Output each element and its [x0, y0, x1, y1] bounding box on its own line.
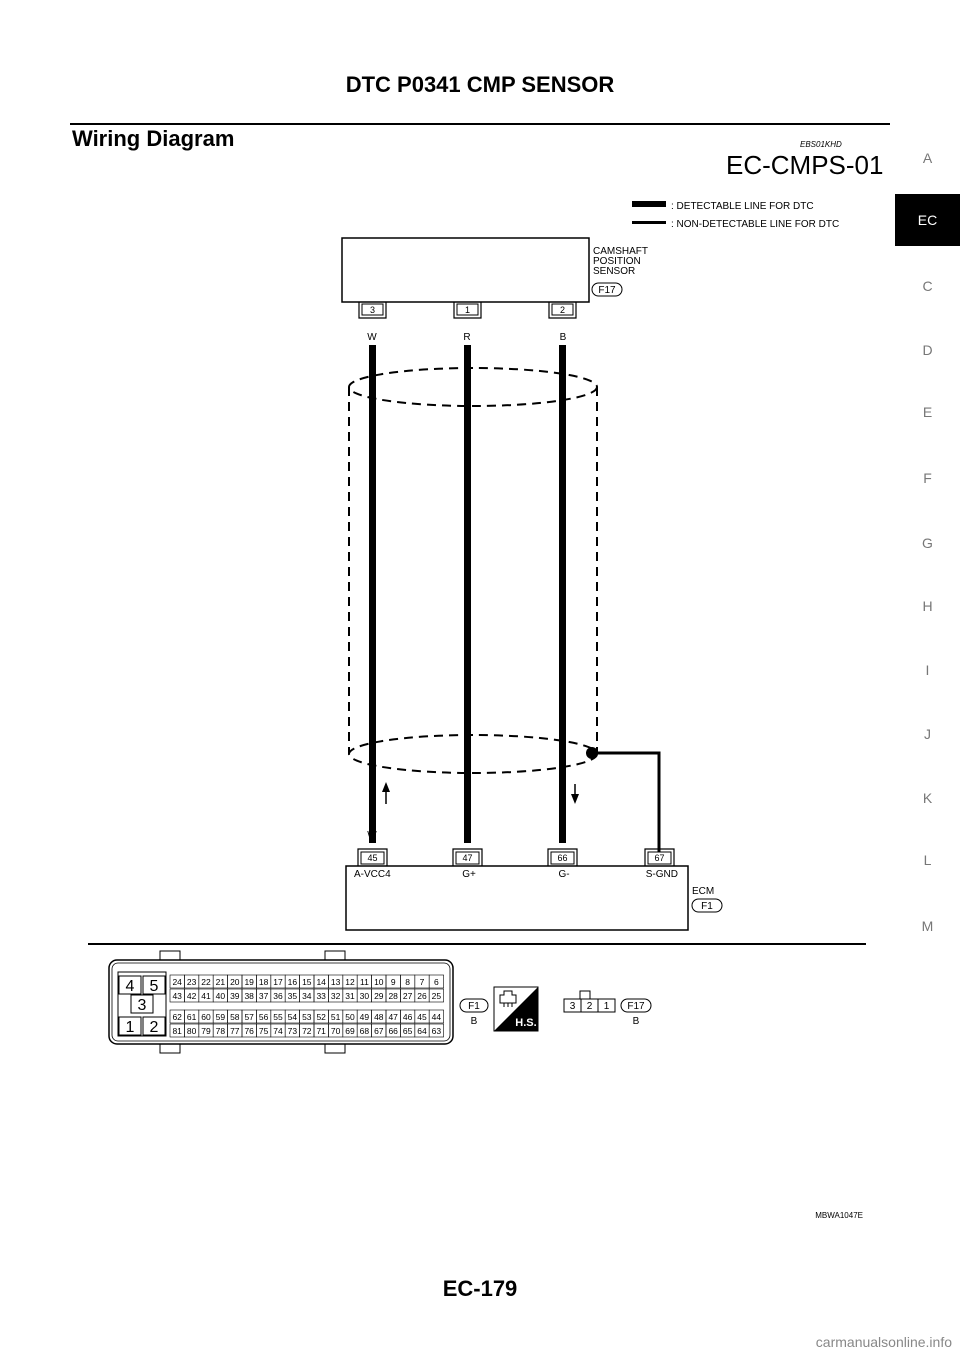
shield-ground-wire [592, 753, 659, 852]
sensor-name-line-2: POSITION [593, 256, 641, 267]
sensor-pin-1 [454, 302, 481, 318]
f1-pin-40: 40 [215, 991, 226, 1001]
ecm-box [346, 866, 688, 930]
section-heading: Wiring Diagram [72, 126, 235, 151]
f1-pin-27: 27 [402, 991, 413, 1001]
f1-power-pin-4: 4 [125, 978, 135, 995]
f1-pin-60: 60 [201, 1012, 211, 1022]
nav-item-l[interactable]: L [923, 852, 932, 868]
f1-pin-31: 31 [345, 991, 355, 1001]
ecm-pin-47-label: 47 [462, 853, 473, 863]
sensor-pin-2-label: 2 [559, 305, 566, 315]
f1-pin-68: 68 [359, 1026, 370, 1036]
f1-pin-35: 35 [287, 991, 298, 1001]
f17-view-color: B [632, 1016, 640, 1027]
ecm-wire-color-w: W [367, 830, 377, 841]
ecm-pin-label-a-vcc4: A-VCC4 [354, 869, 391, 880]
ecm-name: ECM [692, 886, 715, 897]
wire-w [369, 345, 376, 843]
f1-pin-39: 39 [230, 991, 240, 1001]
nav-item-ec[interactable]: EC [895, 194, 960, 246]
legend-detectable-label: : DETECTABLE LINE FOR DTC [671, 201, 814, 212]
nav-item-m[interactable]: M [921, 918, 934, 934]
f1-pin-10: 10 [374, 977, 384, 987]
f17-pin-2: 2 [586, 1001, 593, 1012]
f1-pin-73: 73 [287, 1026, 298, 1036]
ecm-connector-label: F1 [701, 901, 713, 912]
f1-pin-79: 79 [201, 1026, 211, 1036]
footer-watermark: carmanualsonline.info [815, 1334, 952, 1350]
ecm-pin-label-g-minus: G- [558, 869, 570, 880]
f1-pin-23: 23 [186, 977, 197, 987]
nav-item-c[interactable]: C [922, 278, 933, 294]
nav-item-f[interactable]: F [923, 470, 932, 486]
legend-nondetectable-swatch [632, 221, 666, 224]
f1-pin-36: 36 [273, 991, 283, 1001]
f1-pin-34: 34 [302, 991, 312, 1001]
nav-item-k[interactable]: K [922, 790, 933, 806]
legend-detectable-swatch [632, 201, 666, 207]
wire-b [559, 345, 566, 843]
f1-pin-13: 13 [330, 977, 341, 987]
f1-pin-70: 70 [330, 1026, 341, 1036]
nav-item-d[interactable]: D [922, 342, 933, 358]
f1-power-pin-3: 3 [137, 997, 147, 1014]
sensor-name-line-3: SENSOR [593, 266, 636, 277]
f1-pin-63: 63 [431, 1026, 442, 1036]
f1-pin-12: 12 [345, 977, 355, 987]
legend-nondetectable-label: : NON-DETECTABLE LINE FOR DTC [671, 219, 840, 230]
ecm-pin-67-label: 67 [654, 853, 665, 863]
f1-power-pin-1: 1 [125, 1019, 135, 1036]
f1-pin-42: 42 [186, 991, 197, 1001]
ecm-pin-45-label: 45 [367, 853, 378, 863]
ecm-pin-47 [453, 849, 482, 866]
nav-item-a[interactable]: A [922, 150, 933, 166]
ecm-pin-67 [645, 849, 674, 866]
f1-pin-19: 19 [244, 977, 254, 987]
f1-pin-48: 48 [374, 1012, 384, 1022]
f1-pin-76: 76 [244, 1026, 254, 1036]
ecm-pin-label-s-gnd: S-GND [645, 869, 678, 880]
f1-view-color: B [470, 1016, 478, 1027]
f1-pin-45: 45 [417, 1012, 427, 1022]
f17-pin-3: 3 [569, 1001, 576, 1012]
f1-pin-66: 66 [388, 1026, 398, 1036]
f1-pin-55: 55 [273, 1012, 283, 1022]
f1-pin-21: 21 [215, 977, 226, 987]
hs-label: H.S. [515, 1017, 537, 1029]
nav-item-h[interactable]: H [922, 598, 933, 614]
f1-pin-33: 33 [316, 991, 326, 1001]
sensor-name-line-1: CAMSHAFT [593, 246, 648, 257]
page-number: EC-179 [442, 1276, 518, 1301]
f1-pin-7: 7 [419, 977, 425, 987]
f1-pin-54: 54 [287, 1012, 298, 1022]
arrow-up-icon [382, 782, 390, 804]
f1-pin-9: 9 [390, 977, 396, 987]
f1-pin-61: 61 [186, 1012, 197, 1022]
sensor-wire-color-b: B [559, 332, 567, 343]
f1-pin-51: 51 [330, 1012, 341, 1022]
ecm-pin-label-g-plus: G+ [462, 869, 476, 880]
f1-pin-24: 24 [172, 977, 182, 987]
f1-pin-38: 38 [244, 991, 254, 1001]
f1-pin-78: 78 [215, 1026, 226, 1036]
f1-pin-15: 15 [302, 977, 312, 987]
f17-connector-view [564, 991, 615, 1012]
f1-pin-49: 49 [359, 1012, 370, 1022]
f17-pin-1: 1 [603, 1001, 610, 1012]
f1-pin-72: 72 [302, 1026, 312, 1036]
f1-pin-8: 8 [405, 977, 410, 987]
f1-pin-65: 65 [402, 1026, 413, 1036]
f1-pin-53: 53 [302, 1012, 312, 1022]
f1-power-pin-2: 2 [149, 1019, 159, 1036]
f1-pin-18: 18 [258, 977, 269, 987]
f1-pin-17: 17 [273, 977, 283, 987]
f1-power-pin-5: 5 [149, 978, 159, 995]
ecm-wire-color-b: B [559, 830, 567, 841]
f1-pin-50: 50 [345, 1012, 355, 1022]
diagram-id: EC-CMPS-01 [726, 150, 884, 180]
f1-pin-47: 47 [388, 1012, 398, 1022]
f1-pin-14: 14 [316, 977, 326, 987]
f1-pin-37: 37 [258, 991, 269, 1001]
f1-pin-25: 25 [431, 991, 442, 1001]
f1-pin-69: 69 [345, 1026, 355, 1036]
f1-pin-71: 71 [316, 1026, 326, 1036]
f1-pin-56: 56 [258, 1012, 269, 1022]
f1-pin-11: 11 [359, 977, 369, 987]
harness-side-icon [494, 987, 538, 1031]
f1-pin-28: 28 [388, 991, 398, 1001]
f1-pin-58: 58 [230, 1012, 240, 1022]
f1-pin-57: 57 [244, 1012, 254, 1022]
f1-pin-44: 44 [431, 1012, 442, 1022]
f1-pin-52: 52 [316, 1012, 326, 1022]
ecm-pin-66 [548, 849, 577, 866]
sensor-pin-1-label: 1 [464, 305, 471, 315]
f1-pin-16: 16 [287, 977, 298, 987]
sensor-wire-color-r: R [463, 332, 471, 343]
nav-item-e[interactable]: E [922, 404, 933, 420]
sensor-pin-3-label: 3 [369, 305, 376, 315]
f1-pin-67: 67 [374, 1026, 384, 1036]
sensor-pin-3 [359, 302, 386, 318]
f1-pin-77: 77 [230, 1026, 240, 1036]
f1-pin-81: 81 [172, 1026, 182, 1036]
arrow-down-icon [571, 784, 579, 804]
nav-item-g[interactable]: G [922, 535, 933, 551]
f1-pin-62: 62 [172, 1012, 182, 1022]
section-code: EBS01KHD [800, 140, 842, 149]
nav-item-i[interactable]: I [925, 662, 930, 678]
f1-pin-22: 22 [201, 977, 211, 987]
f1-pin-32: 32 [330, 991, 341, 1001]
sensor-box [342, 238, 589, 302]
f1-pin-75: 75 [258, 1026, 269, 1036]
f1-pin-64: 64 [417, 1026, 427, 1036]
ecm-pin-45 [358, 849, 387, 866]
nav-item-j[interactable]: J [924, 726, 931, 742]
sensor-wire-color-w: W [367, 332, 377, 343]
f1-pin-29: 29 [374, 991, 384, 1001]
f17-view-tag-label: F17 [627, 1001, 645, 1012]
f1-pin-59: 59 [215, 1012, 226, 1022]
sensor-pin-2 [549, 302, 576, 318]
f1-pin-46: 46 [402, 1012, 413, 1022]
f1-view-tag-label: F1 [468, 1001, 480, 1012]
f1-connector-view [109, 951, 453, 1053]
ecm-wire-color-r: R [463, 830, 471, 841]
f1-pin-6: 6 [434, 977, 439, 987]
ecm-pin-66-label: 66 [557, 853, 568, 863]
f1-pin-80: 80 [186, 1026, 197, 1036]
f1-pin-43: 43 [172, 991, 182, 1001]
f1-pin-20: 20 [230, 977, 240, 987]
f1-pin-74: 74 [273, 1026, 283, 1036]
f1-pin-30: 30 [359, 991, 370, 1001]
page-title: DTC P0341 CMP SENSOR [345, 72, 615, 97]
figure-code: MBWA1047E [815, 1211, 863, 1220]
f1-pin-26: 26 [417, 991, 427, 1001]
sensor-connector-label: F17 [598, 285, 616, 296]
wire-r [464, 345, 471, 843]
f1-pin-41: 41 [201, 991, 211, 1001]
